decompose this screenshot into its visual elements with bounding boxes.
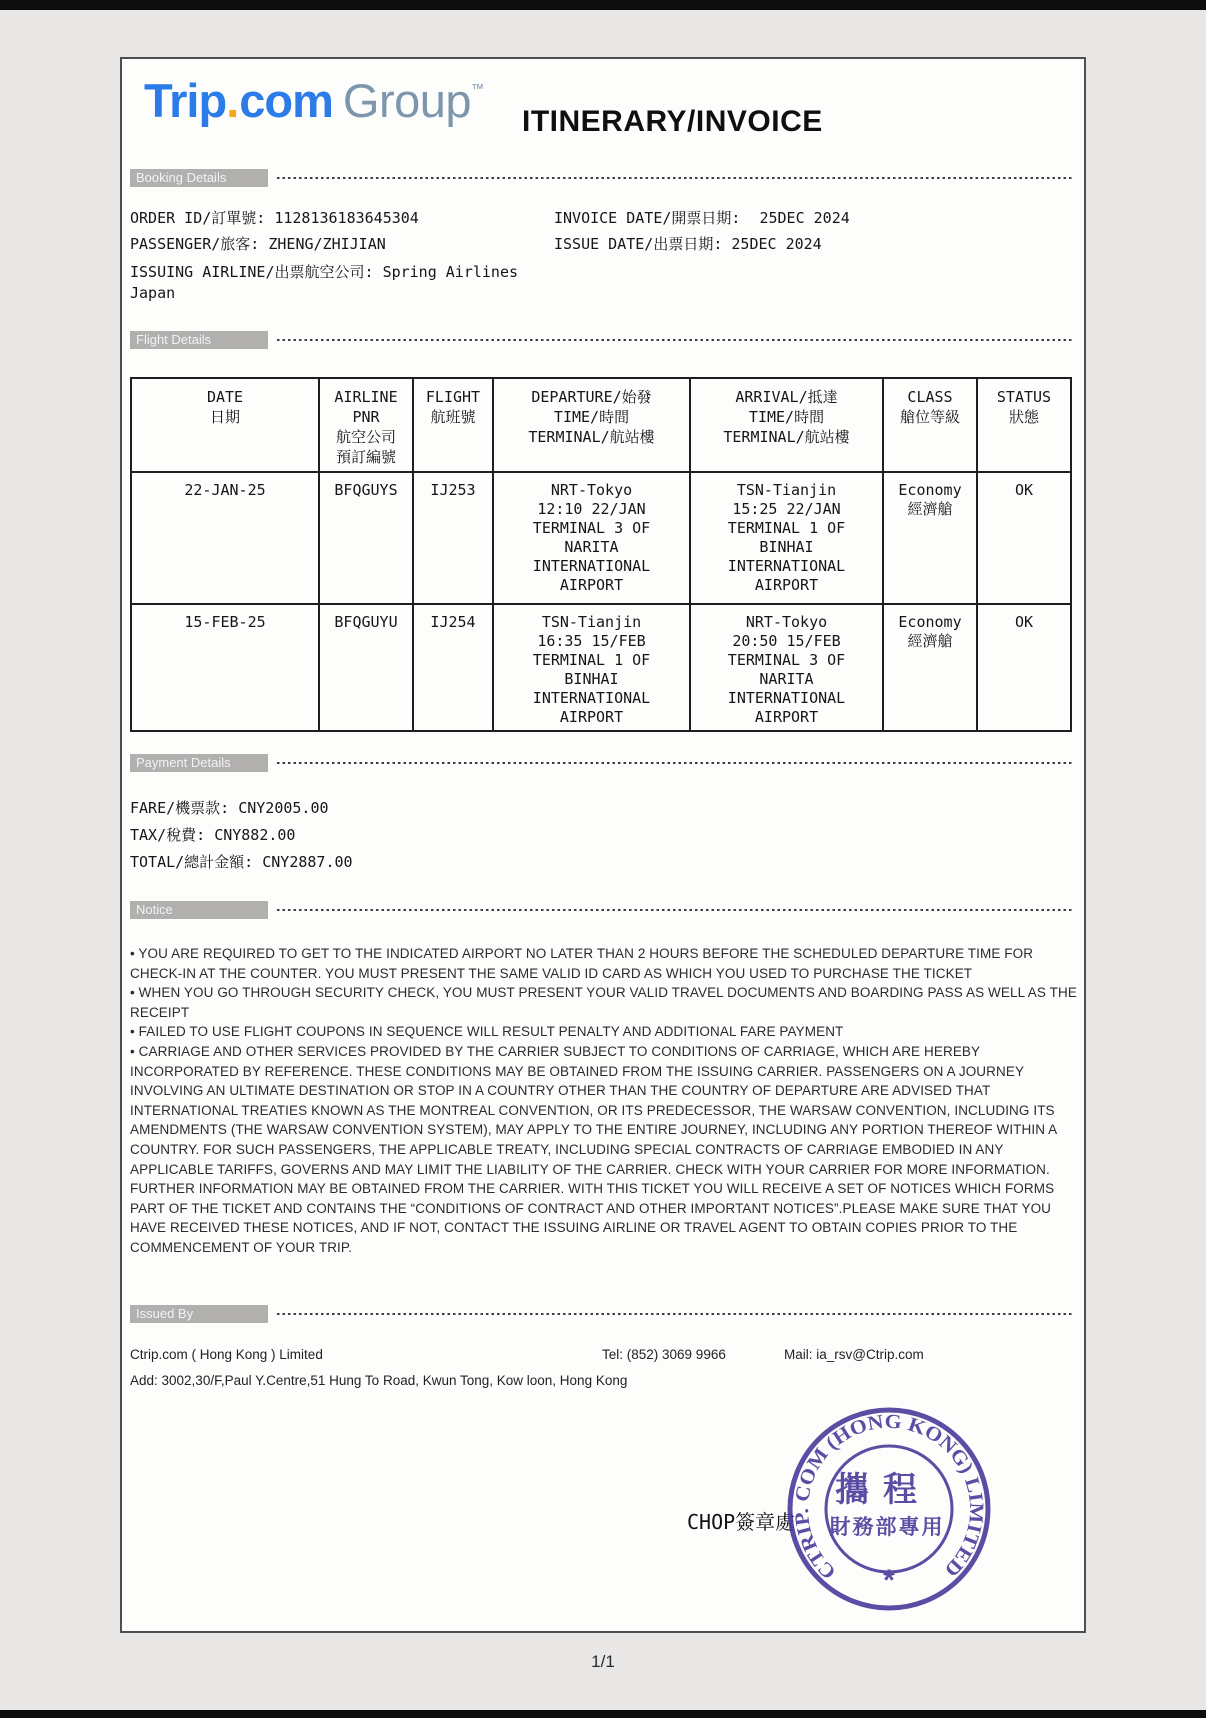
logo-dot: .: [226, 74, 240, 127]
cell-class: Economy 經濟艙: [883, 604, 977, 731]
cell-pnr: BFQGUYU: [319, 604, 413, 731]
dotted-divider: [277, 762, 1074, 764]
issuer-email: Mail: ia_rsv@Ctrip.com: [784, 1347, 924, 1362]
passenger-label: PASSENGER/旅客:: [130, 235, 260, 253]
stamp-company-cn: 攜程: [835, 1471, 931, 1509]
issuing-airline-row: [130, 262, 530, 304]
trademark-symbol: ™: [471, 81, 485, 96]
invoice-page: [120, 57, 1086, 1633]
total-label: TOTAL/總計金額:: [130, 853, 254, 871]
notice-label: Notice: [130, 901, 268, 919]
notice-section-header: [130, 901, 1074, 919]
col-header-airline-pnr: AIRLINE PNR 航空公司 預訂編號: [319, 378, 413, 472]
issuer-company: Ctrip.com ( Hong Kong ) Limited: [130, 1347, 323, 1362]
cell-flight: IJ254: [413, 604, 493, 731]
total-row: [130, 851, 353, 872]
payment-details-section-header: [130, 754, 1074, 772]
stamp-finance-dept-text: 財務部專用: [829, 1516, 945, 1539]
order-id-row: [130, 207, 419, 228]
notice-item: • WHEN YOU GO THROUGH SECURITY CHECK, YOU MUST PRESENT YOUR VALID TRAVEL DOCUMENTS AND BOARDING PASS AS WELL AS THE RECEIPT: [130, 985, 1077, 1020]
issuer-address: Add: 3002,30/F,Paul Y.Centre,51 Hung To Road, Kwun Tong, Kow loon, Hong Kong: [130, 1373, 628, 1388]
invoice-date-label: INVOICE DATE/開票日期:: [554, 209, 741, 227]
cell-pnr: BFQGUYS: [319, 472, 413, 604]
issuer-telephone: Tel: (852) 3069 9966: [602, 1347, 726, 1362]
cell-date: 15-FEB-25: [131, 604, 319, 731]
logo-group-text: Group: [342, 74, 472, 127]
table-row: [131, 604, 1071, 731]
dotted-divider: [277, 339, 1074, 341]
issued-by-section-header: [130, 1305, 1074, 1323]
col-header-class: CLASS 艙位等級: [883, 378, 977, 472]
chop-signature-label: CHOP簽章處: [687, 1510, 796, 1534]
flight-details-table: [130, 377, 1072, 732]
fare-value: CNY2005.00: [238, 799, 329, 817]
trip-com-group-logo: [144, 75, 484, 127]
cell-status: OK: [977, 472, 1071, 604]
company-chop-stamp: [782, 1402, 996, 1616]
col-header-departure: DEPARTURE/始發 TIME/時間 TERMINAL/航站樓: [493, 378, 690, 472]
flight-details-section-header: [130, 331, 1074, 349]
cell-departure: NRT-Tokyo 12:10 22/JAN TERMINAL 3 OF NARITA INTERNATIONAL AIRPORT: [493, 472, 690, 604]
flight-details-label: Flight Details: [130, 331, 268, 349]
cell-class: Economy 經濟艙: [883, 472, 977, 604]
col-header-arrival: ARRIVAL/抵達 TIME/時間 TERMINAL/航站樓: [690, 378, 883, 472]
cell-departure: TSN-Tianjin 16:35 15/FEB TERMINAL 1 OF BINHAI INTERNATIONAL AIRPORT: [493, 604, 690, 731]
fare-row: [130, 797, 329, 818]
payment-details-label: Payment Details: [130, 754, 268, 772]
stamp-inner-ring: [826, 1446, 952, 1572]
cell-status: OK: [977, 604, 1071, 731]
booking-details-section-header: [130, 169, 1074, 187]
issuing-airline-label: ISSUING AIRLINE/出票航空公司:: [130, 263, 374, 281]
cell-flight: IJ253: [413, 472, 493, 604]
col-header-status: STATUS 狀態: [977, 378, 1071, 472]
order-id-label: ORDER ID/訂單號:: [130, 209, 266, 227]
tax-value: CNY882.00: [214, 826, 296, 844]
issuing-airline-value: Spring Airlines Japan: [130, 263, 519, 302]
fare-label: FARE/機票款:: [130, 799, 230, 817]
dotted-divider: [277, 1313, 1074, 1315]
booking-details-label: Booking Details: [130, 169, 268, 187]
dotted-divider: [277, 177, 1074, 179]
cell-arrival: NRT-Tokyo 20:50 15/FEB TERMINAL 3 OF NARITA INTERNATIONAL AIRPORT: [690, 604, 883, 731]
total-value: CNY2887.00: [262, 853, 353, 871]
cell-date: 22-JAN-25: [131, 472, 319, 604]
col-header-flight: FLIGHT 航班號: [413, 378, 493, 472]
page-title: ITINERARY/INVOICE: [522, 105, 823, 138]
issue-date-row: [554, 233, 822, 254]
page-number: 1/1: [591, 1652, 615, 1671]
invoice-date-row: [554, 207, 850, 228]
logo-trip-text: Trip: [144, 74, 227, 127]
photo-bottom-black-bar: [0, 1710, 1206, 1718]
issue-date-label: ISSUE DATE/出票日期:: [554, 235, 723, 253]
passenger-value: ZHENG/ZHIJIAN: [268, 235, 386, 253]
notice-item: • FAILED TO USE FLIGHT COUPONS IN SEQUENCE WILL RESULT PENALTY AND ADDITIONAL FARE PAYMENT: [130, 1024, 844, 1040]
notice-item: • CARRIAGE AND OTHER SERVICES PROVIDED BY THE CARRIER SUBJECT TO CONDITIONS OF CARRIAGE, WHICH ARE HEREBY INCORPORATED BY REFERENCE. THESE CONDITIONS MAY BE OBTAINED FROM THE ISSUING CARRIER. PASSENGERS ON A JOURNEY INVOLVING AN ULTIMATE DESTINATION OR STOP IN A COUNTRY OTHER THAN THE COUNTRY OF DEPARTURE ARE ADVISED THAT INTERNATIONAL TREATIES KNOWN AS THE MONTREAL CONVENTION, OR ITS PREDECESSOR, THE WARSAW CONVENTION, INCLUDING ITS AMENDMENTS (THE WARSAW CONVENTION SYSTEM), MAY APPLY TO THE ENTIRE JOURNEY, INCLUDING ANY PORTION THEREOF WITHIN A COUNTRY. FOR SUCH PASSENGERS, THE APPLICABLE TREATY, INCLUDING SPECIAL CONTRACTS OF CARRIAGE EMBODIED IN ANY APPLICABLE TARIFFS, GOVERNS AND MAY LIMIT THE LIABILITY OF THE CARRIER. CHECK WITH YOUR CARRIER FOR MORE INFORMATION. FURTHER INFORMATION MAY BE OBTAINED FROM THE CARRIER. WITH THIS TICKET YOU WILL RECEIVE A SET OF NOTICES WHICH FORMS PART OF THE TICKET AND CONTAINS THE “CONDITIONS OF CONTRACT AND OTHER IMPORTANT NOTICES”.PLEASE MAKE SURE THAT YOU HAVE RECEIVED THESE NOTICES, AND IF NOT, CONTACT THE ISSUING AIRLINE OR TRAVEL AGENT TO OBTAIN COPIES PRIOR TO THE COMMENCEMENT OF YOUR TRIP.: [130, 1043, 1057, 1255]
notice-item: • YOU ARE REQUIRED TO GET TO THE INDICATED AIRPORT NO LATER THAN 2 HOURS BEFORE THE SCHEDULED DEPARTURE TIME FOR CHECK-IN AT THE COUNTER. YOU MUST PRESENT THE SAME VALID ID CARD AS WHICH YOU USED TO PURCHASE THE TICKET: [130, 946, 1034, 981]
table-header-row: [131, 378, 1071, 472]
tax-row: [130, 824, 295, 845]
table-row: [131, 472, 1071, 604]
notice-text-block: [130, 944, 1082, 1258]
tax-label: TAX/稅費:: [130, 826, 206, 844]
photo-top-black-bar: [0, 0, 1206, 10]
dotted-divider: [277, 909, 1074, 911]
passenger-row: [130, 233, 386, 254]
issue-date-value: 25DEC 2024: [731, 235, 822, 253]
cell-arrival: TSN-Tianjin 15:25 22/JAN TERMINAL 1 OF BINHAI INTERNATIONAL AIRPORT: [690, 472, 883, 604]
stamp-ring-text: CTRIP. COM (HONG KONG) LIMITED: [790, 1410, 988, 1584]
invoice-date-value: 25DEC 2024: [759, 209, 850, 227]
issued-by-label: Issued By: [130, 1305, 268, 1323]
order-id-value: 1128136183645304: [274, 209, 419, 227]
stamp-star: *: [883, 1564, 895, 1597]
logo-com-text: com: [239, 74, 333, 127]
col-header-date: DATE 日期: [131, 378, 319, 472]
